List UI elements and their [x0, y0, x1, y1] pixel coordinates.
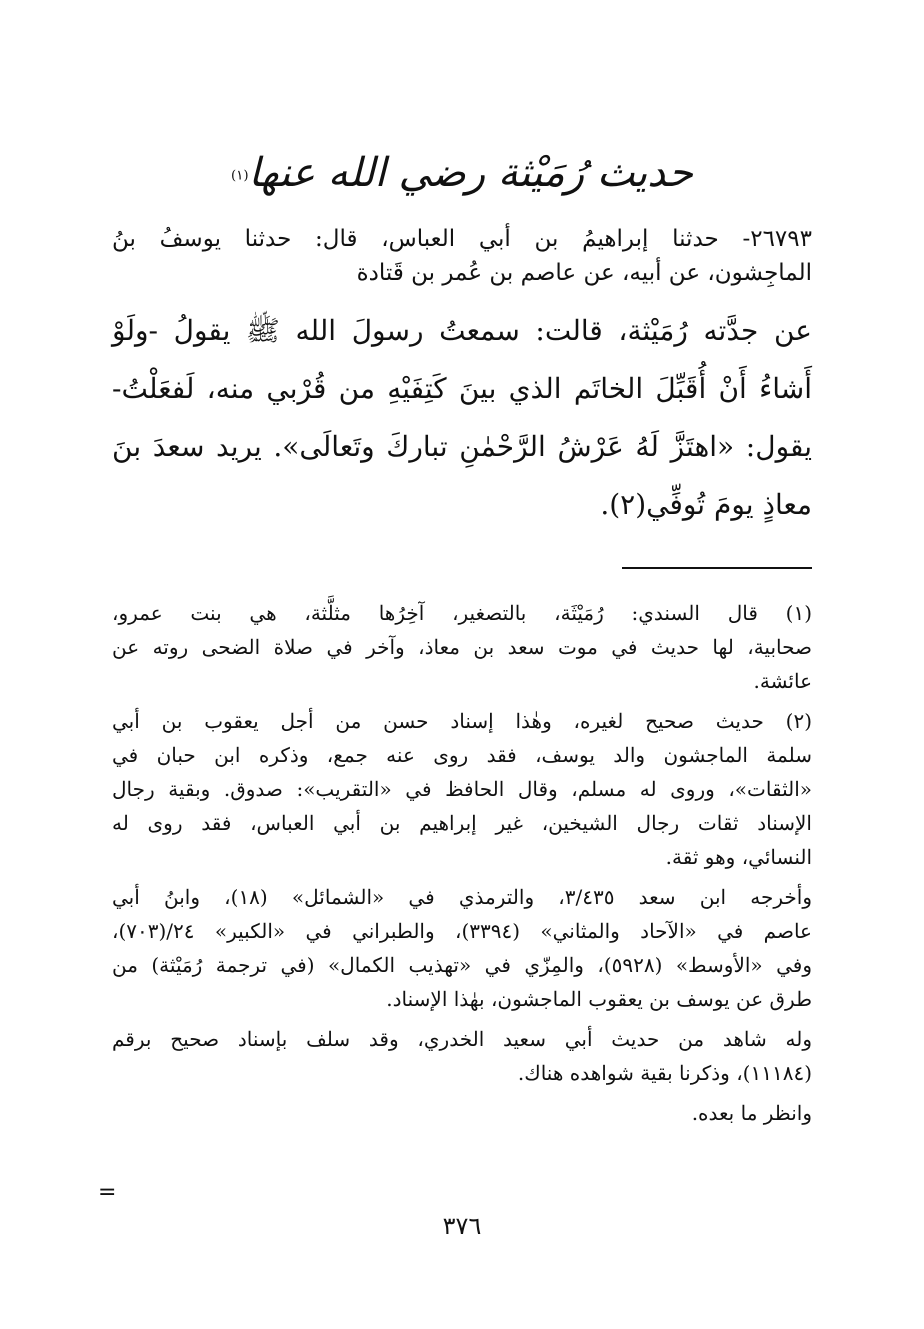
- footnotes: [112, 596, 812, 1130]
- footnote-line: سلمة الماجشون والد يوسف، فقد روى عنه جمع، وذكره ابن حبان في: [112, 743, 812, 767]
- matn-line: أَشاءُ أَنْ أُقَبِّلَ الخاتَم الذي بينَ كَتِفَيْهِ من قُرْبي منه، لَفعَلْتُ-: [112, 372, 812, 405]
- footnote-line: صحابية، لها حديث في موت سعد بن معاذ، وآخر في صلاة الضحى روته عن: [112, 635, 812, 659]
- footnote-line: الإسناد ثقات رجال الشيخين، غير إبراهيم بن أبي العباس، فقد روى له: [112, 811, 812, 835]
- footnote-2-witness: [112, 1022, 812, 1090]
- footnote-line: وانظر ما بعده.: [691, 1101, 812, 1125]
- matn-line: يقول: «اهتَزَّ لَهُ عَرْشُ الرَّحْمٰنِ تباركَ وتَعالَى». يريد سعدَ بنَ: [112, 430, 812, 463]
- footnote-line: وله شاهد من حديث أبي سعيد الخدري، وقد سلف بإسناد صحيح برقم: [112, 1027, 812, 1051]
- footnote-separator: [622, 567, 812, 569]
- footnote-line: «الثقات»، وروى له مسلم، وقال الحافظ في «التقريب»: صدوق. وبقية رجال: [112, 777, 812, 801]
- isnad-line: ٢٦٧٩٣- حدثنا إبراهيمُ بن أبي العباس، قال: حدثنا يوسفُ بنُ: [112, 226, 812, 252]
- footnote-line: وأخرجه ابن سعد ٣/٤٣٥، والترمذي في «الشمائل» (١٨)، وابنُ أبي: [112, 885, 812, 909]
- footnote-2-see-next: [112, 1096, 812, 1130]
- footnote-line: وفي «الأوسط» (٥٩٢٨)، والمِزّي في «تهذيب الكمال» (في ترجمة رُمَيْثة) من: [112, 953, 812, 977]
- footnote-line: (١١١٨٤)، وذكرنا بقية شواهده هناك.: [517, 1061, 812, 1085]
- footnote-line: عاصم في «الآحاد والمثاني» (٣٣٩٤)، والطبراني في «الكبير» ٢٤/(٧٠٣)،: [112, 919, 812, 943]
- footnote-2-sources: [112, 880, 812, 1016]
- footnote-1: [112, 596, 812, 698]
- title-footnote-marker: (١): [230, 168, 249, 184]
- hadith-heading: [0, 150, 924, 196]
- matn-line: معاذٍ يومَ تُوفِّي(٢).: [600, 488, 812, 521]
- footnote-line: (١) قال السندي: رُمَيْثَة، بالتصغير، آخِرُها مثلَّثة، هي بنت عمرو،: [112, 601, 812, 625]
- footnote-line: عائشة.: [753, 669, 812, 693]
- footnote-line: النسائي، وهو ثقة.: [665, 845, 812, 869]
- continuation-mark: =: [98, 1180, 117, 1205]
- isnad-line: الماجِشون، عن أبيه، عن عاصم بن عُمر بن قَتادة: [356, 260, 812, 286]
- matn-line: عن جدَّته رُمَيْثة، قالت: سمعتُ رسولَ الله ﷺ يقولُ -ولَوْ: [112, 314, 812, 347]
- page-number: ٣٧٦: [442, 1212, 482, 1240]
- main-text: [112, 222, 812, 534]
- footnote-2: [112, 704, 812, 874]
- hadith-title: حديث رُمَيْثة رضي الله عنها: [248, 150, 694, 196]
- footnote-line: (٢) حديث صحيح لغيره، وهٰذا إسناد حسن من أجل يعقوب بن أبي: [112, 709, 812, 733]
- footnote-line: طرق عن يوسف بن يعقوب الماجشون، بهٰذا الإسناد.: [386, 987, 812, 1011]
